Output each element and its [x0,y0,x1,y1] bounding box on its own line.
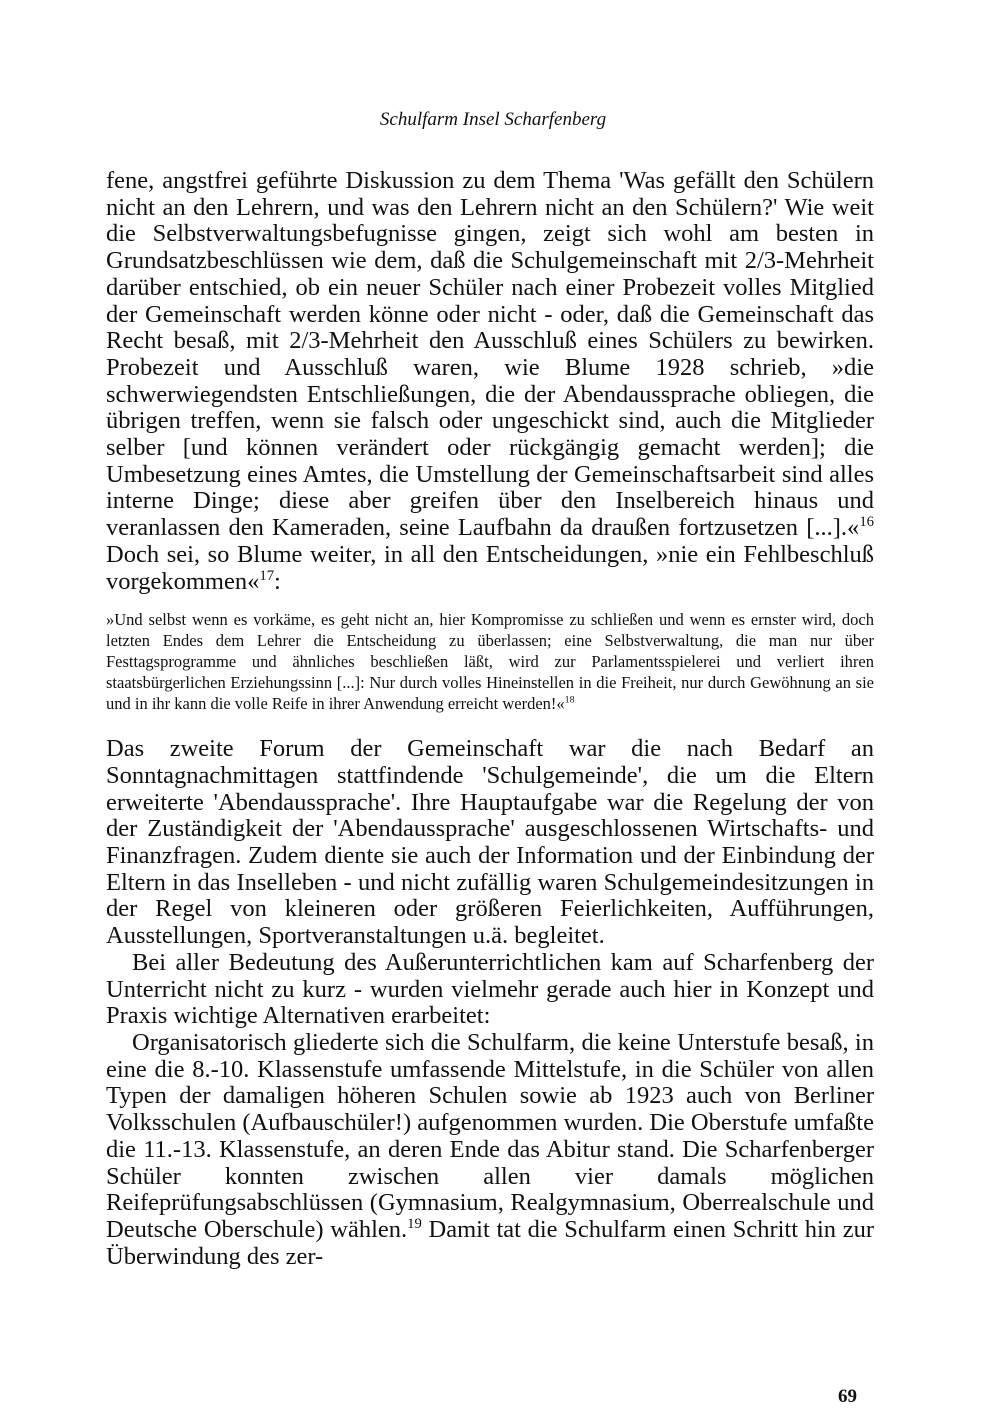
running-title: Schulfarm Insel Scharfenberg [379,109,607,130]
paragraph-1 [106,168,874,595]
footnote-ref-16: 16 [859,513,874,530]
footnote-ref-17: 17 [259,567,275,584]
paragraph-1-end: : [274,567,281,595]
paragraph-4-text: Organisatorisch gliederte sich die Schulfarm, die keine Unterstufe besaß, in eine die 8.-10. Klassenstufe umfassende Mittelstufe, in die Schüler von allen Typen der damaligen höheren Schulen sowie ab 1923 auch von Berliner Volksschulen (Aufbauschüler!) aufgenommen wurden. Die Oberstufe umfaßte die 11.-13. Klassenstufe, an deren Ende das Abitur stand. Die Scharfenberger Schüler konnten zwischen allen vier damals möglichen Reifeprüfungsabschlüssen (Gymnasium, Realgymnasium, Oberrealschule und Deutsche Oberschule) wählen. [106,1028,874,1243]
paragraph-4 [106,1030,874,1270]
paragraph-3: Bei aller Bedeutung des Außerunterrichtlichen kam auf Scharfenberg der Unterricht nicht zu kurz - wurden vielmehr gerade auch hier in Konzept und Praxis wichtige Alternativen erarbeitet: [106,948,874,1030]
block-quote-text: »Und selbst wenn es vorkäme, es geht nicht an, hier Kompromisse zu schließen und wenn es ernster wird, doch letzten Endes dem Lehrer die Entscheidung zu überlassen; eine Selbstverwaltung, die man nur über Festtagsprogramme und ähnliches beschließen läßt, wird zur Parlamentsspielerei und verliert ihren staatsbürgerlichen Erziehungssinn [...]: Nur durch volles Hineinstellen in die Freiheit, nur durch Gewöhnung an sie und in ihr kann die volle Reife in ihrer Anwendung erreicht werden!« [106,610,874,714]
page-number: 69 [838,1386,857,1407]
paragraph-2: Das zweite Forum der Gemeinschaft war die nach Bedarf an Sonntagnachmittagen stattfindende 'Schulgemeinde', die um die Eltern erweiterte 'Abendaussprache'. Ihre Hauptaufgabe war die Regelung der von der Zuständigkeit der 'Abendaussprache' ausgeschlossenen Wirtschafts- und Finanzfragen. Zudem diente sie auch der Information und der Einbindung der Eltern in das Inselleben - und nicht zufällig waren Schulgemeindesitzungen in der Regel von kleineren oder größeren Feierlichkeiten, Aufführungen, Ausstellungen, Sportveranstaltungen u.ä. begleitet. [106,735,874,950]
book-page [106,108,874,1270]
paragraph-1-text: fene, angstfrei geführte Diskussion zu dem Thema 'Was gefällt den Schülern nicht an den Lehrern, und was den Lehrern nicht an den Schülern?' Wie weit die Selbstverwaltungsbefugnisse gingen, zeigt sich wohl am besten in Grundsatzbeschlüssen wie dem, daß die Schulgemeinschaft mit 2/3-Mehrheit darüber entschied, ob ein neuer Schüler nach einer Probezeit volles Mitglied der Gemeinschaft werden könne oder nicht - oder, daß die Gemeinschaft das Recht besaß, mit 2/3-Mehrheit den Ausschluß eines Schülers zu bewirken. Probezeit und Ausschluß waren, wie Blume 1928 schrieb, »die schwerwiegendsten Entschließungen, die der Abendaussprache obliegen, die übrigen treffen, wenn sie falsch oder ungeschickt sind, auch die Mitglieder selber [und können verändert oder rückgängig gemacht werden]; die Umbesetzung eines Amtes, die Umstellung der Gemeinschaftsarbeit sind alles interne Dinge; diese aber greifen über den Inselbereich hinaus und veranlassen den Kameraden, seine Laufbahn da draußen fortzusetzen [...].« [106,167,874,542]
footnote-ref-19: 19 [407,1215,422,1232]
block-quote [106,609,874,714]
paragraph-1-continuation: Doch sei, so Blume weiter, in all den Entscheidungen, »nie ein Fehlbeschluß vorgekommen« [106,540,874,595]
main-text [106,168,874,1270]
footnote-ref-18: 18 [564,694,575,706]
paragraph-4-continuation: Damit tat die Schulfarm einen Schritt hin zur Überwindung des zer- [106,1215,875,1270]
